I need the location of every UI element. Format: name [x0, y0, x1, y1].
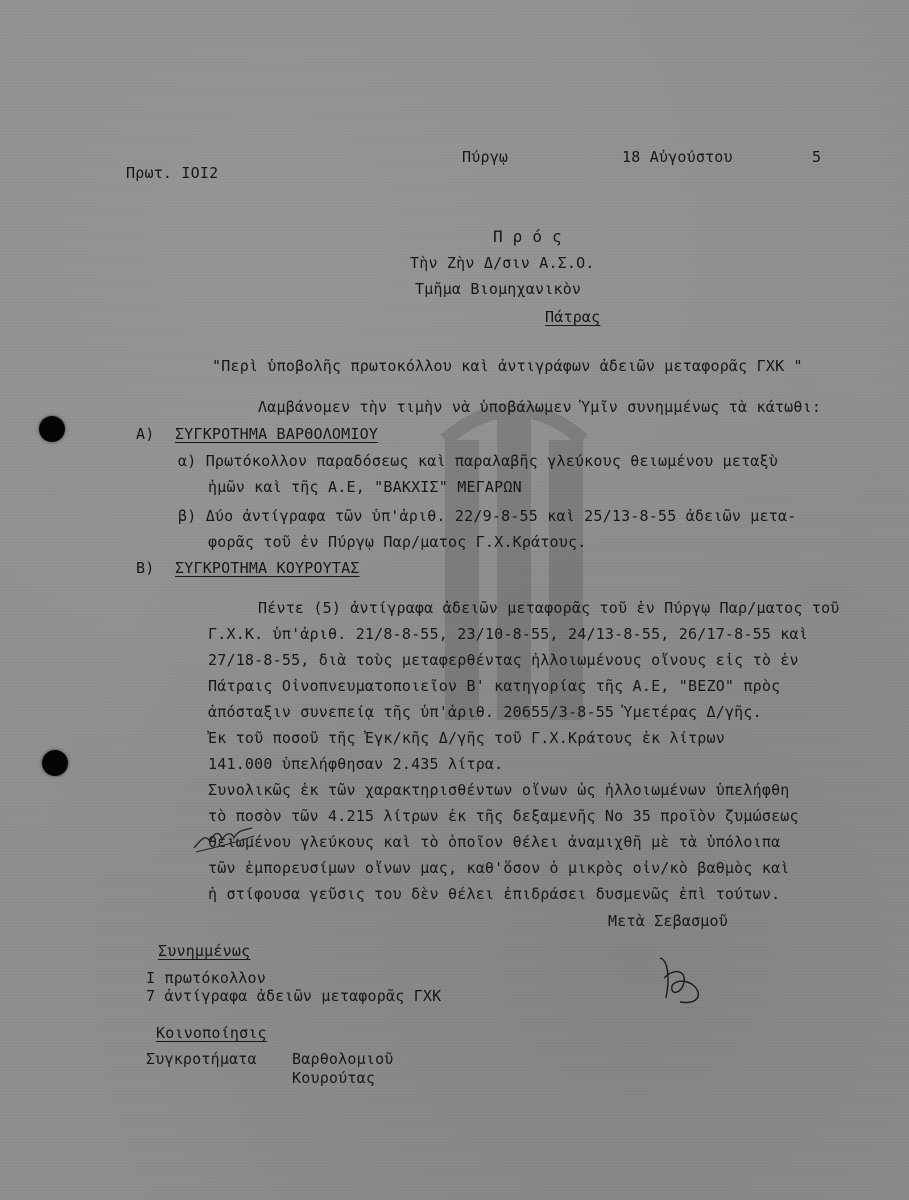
section-b-line-3: 27/18-8-55, διὰ τοὺς μεταφερθέντας ἠλλοιωμένους οἴνους εἰς τὸ ἐν [208, 651, 799, 669]
recipient-line-1: Τὴν Ζὴν Δ/σιν Α.Σ.Ο. [410, 254, 595, 272]
section-a-label: Α) [136, 425, 155, 443]
section-a-item-b-line-2: φορᾶς τοῦ ἐν Πύργῳ Παρ/ματος Γ.Χ.Κράτους. [208, 533, 587, 551]
section-a-title: ΣΥΓΚΡΟΤΗΜΑ ΒΑΡΘΟΛΟΜΙΟΥ [175, 425, 379, 443]
cc-label: Συγκροτήματα [146, 1050, 257, 1068]
place: Πύργῳ [462, 148, 509, 166]
section-b-line-2: Γ.Χ.Κ. ὑπ'ἀριθ. 21/8-8-55, 23/10-8-55, 24/13-8-55, 26/17-8-55 καὶ [208, 625, 808, 643]
summary-line-4: τῶν ἐμπορευσίμων οἴνων μας, καθ'ὅσον ὁ μικρὸς οἰν/κὸ βαθμὸς καὶ [208, 859, 790, 877]
section-a-item-a-line-1: α) Πρωτόκολλον παραδόσεως καὶ παραλαβῆς γλεύκους θειωμένου μεταξὺ [178, 452, 778, 470]
section-a-item-b-line-1: β) Δύο ἀντίγραφα τῶν ὑπ'ἀριθ. 22/9-8-55 καὶ 25/13-8-55 ἀδειῶν μετα- [178, 507, 797, 525]
cc-title: Κοινοποίησις [156, 1024, 267, 1042]
summary-line-5: ἡ στίφουσα γεῦσις του δὲν θέλει ἐπιδράσει δυσμενῶς ἐπὶ τούτων. [208, 885, 781, 903]
summary-line-2: τὸ ποσὸν τῶν 4.215 λίτρων ἐκ τῆς δεξαμενῆς Νο 35 προϊὸν ζυμώσεως [208, 807, 799, 825]
closing: Μετὰ Σεβασμοῦ [608, 912, 728, 930]
section-b-label: Β) [136, 559, 155, 577]
recipient-city: Πάτρας [545, 308, 601, 326]
section-b-title: ΣΥΓΚΡΟΤΗΜΑ ΚΟΥΡΟΥΤΑΣ [175, 559, 360, 577]
section-b-line-4: Πάτραις Οἰνοπνευματοποιεῖον Β' κατηγορίας τῆς Α.Ε, "ΒΕΖΟ" πρὸς [208, 677, 781, 695]
protocol-number: Πρωτ. ΙΟΙ2 [126, 164, 219, 182]
recipient-line-2: Τμῆμα Βιομηχανικὸν [415, 280, 582, 298]
subject-line: "Περὶ ὑποβολῆς πρωτοκόλλου καὶ ἀντιγράφων ἀδειῶν μεταφορᾶς ΓΧΚ " [212, 357, 803, 375]
date: 18 Αὐγούστου [622, 148, 733, 166]
section-b-line-5: ἀπόσταξιν συνεπείᾳ τῆς ὑπ'ἀριθ. 20655/3-8-55 Ὑμετέρας Δ/γῆς. [208, 703, 762, 721]
attachments-title: Συνημμένως [158, 942, 251, 960]
section-b-line-1: Πέντε (5) ἀντίγραφα ἀδειῶν μεταφορᾶς τοῦ ἐν Πύργῳ Παρ/ματος τοῦ [258, 599, 840, 617]
punch-hole-bottom [42, 750, 68, 776]
year-digit: 5 [812, 148, 822, 166]
section-b-line-6: Ἐκ τοῦ ποσοῦ τῆς Ἐγκ/κῆς Δ/γῆς τοῦ Γ.Χ.Κράτους ἐκ λίτρων [208, 729, 725, 747]
signature [650, 948, 710, 1008]
handwritten-margin-note [192, 824, 258, 854]
punch-hole-top [39, 416, 65, 442]
section-b-line-7: 141.000 ὑπελήφθησαν 2.435 λίτρα. [208, 755, 504, 773]
section-a-item-a-line-2: ἡμῶν καὶ τῆς Α.Ε, "ΒΑΚΧΙΣ" ΜΕΓΑΡΩΝ [208, 478, 522, 496]
recipient-pros: Π ρ ό ς [493, 227, 562, 246]
intro-line: Λαμβάνομεν τὴν τιμὴν νὰ ὑποβάλωμεν Ὑμῖν συνημμένως τὰ κάτωθι: [258, 398, 822, 416]
summary-line-1: Συνολικῶς ἐκ τῶν χαρακτηρισθέντων οἴνων ὡς ἠλλοιωμένων ὑπελήφθη [208, 781, 790, 799]
summary-line-3: θειωμένου γλεύκους καὶ τὸ ὁποῖον θέλει ἀναμιχθῆ μὲ τὰ ὑπόλοιπα [208, 833, 781, 851]
attachments-line-2: 7 ἀντίγραφα ἀδειῶν μεταφορᾶς ΓΧΚ [146, 987, 442, 1005]
cc-name-2: Κουρούτας [292, 1069, 376, 1087]
attachments-line-1: Ι πρωτόκολλον [146, 969, 266, 987]
cc-name-1: Βαρθολομιοῦ [292, 1050, 394, 1068]
